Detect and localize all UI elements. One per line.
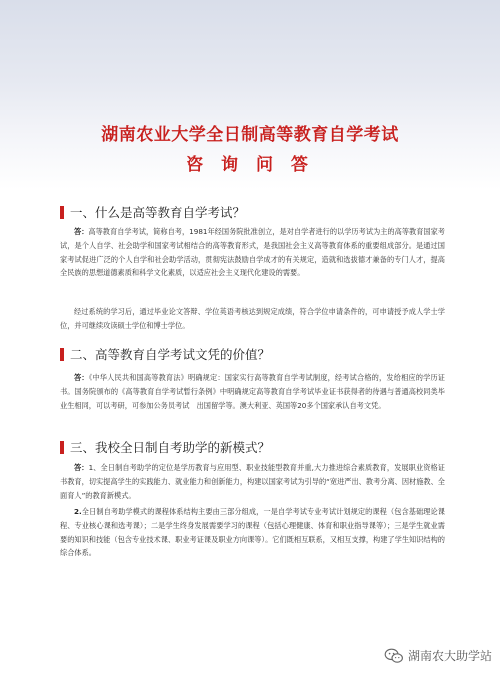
paragraph-text: 1、全日制自考助学的定位是学历教育与应用型、职业技能型教育并重,大力推进综合素质教育，发展职业资格证书教育，切实提高学生的实践能力、就业能力和创新能力，构建以国家考试为引导的“宽进严出、教考分离、因材施教、全面育人”的教育新模式。	[60, 463, 445, 500]
item-lead: 2.	[74, 507, 82, 516]
section-heading-text: 三、我校全日制自考助学的新模式？	[70, 440, 271, 455]
section-heading-2	[60, 346, 270, 362]
heading-marker	[60, 206, 64, 219]
section-heading-1	[60, 204, 245, 220]
answer-lead: 答：	[74, 463, 89, 472]
account-watermark	[384, 647, 492, 664]
document-title: 湖南农业大学全日制高等教育自学考试	[101, 125, 399, 145]
document-subtitle: 咨 询 问 答	[186, 155, 314, 175]
section-1-paragraph-1	[60, 225, 445, 280]
answer-lead: 答：	[74, 373, 89, 382]
section-heading-3	[60, 439, 270, 455]
paragraph-text: 《中华人民共和国高等教育法》明确规定：国家实行高等教育自学考试制度，经考试合格的，发给相应的学历证书。国务院颁布的《高等教育自学考试暂行条例》中明确规定高等教育自学考试毕业证书获得者的待遇与普通高校同类毕业生相同，可以考研，可参加公务员考试 出国留学等。澳大利亚、英国等20多个国家承认自考文凭。	[60, 373, 445, 410]
section-3-paragraph-2	[60, 505, 445, 560]
section-1-paragraph-2	[60, 305, 445, 333]
wechat-icon	[384, 648, 404, 664]
paragraph-text: 经过系统的学习后，通过毕业论文答辩、学位英语考核达到规定成绩，符合学位申请条件的，可申请授予成人学士学位，并可继续攻读硕士学位和博士学位。	[60, 307, 445, 330]
heading-marker	[60, 441, 64, 454]
paragraph-text: 高等教育自学考试，简称自考，1981年经国务院批准创立，是对自学者进行的以学历考试为主的高等教育国家考试，是个人自学、社会助学和国家考试相结合的高等教育形式，是我国社会主义高等教育体系的重要组成部分。是通过国家考试促进广泛的个人自学和社会助学活动，贯彻宪法鼓励自学成才的有关规定，造就和选拔德才兼备的专门人才，提高全民族的思想道德素质和科学文化素质，以适应社会主义现代化建设的需要。	[60, 227, 445, 278]
section-heading-text: 二、高等教育自学考试文凭的价值？	[70, 347, 271, 362]
watermark-text: 湖南农大助学站	[407, 649, 492, 663]
section-3-paragraph-1	[60, 461, 445, 502]
paragraph-text: 全日制自考助学模式的课程体系结构主要由三部分组成，一是自学考试专业考试计划规定的课程（包含基础理论课程、专业核心课和选考课）；二是学生终身发展需要学习的课程（包括心理健康、体育和职业指导课等）；三是学生就业需要的知识和技能（包含专业技术课、职业考证课及职业方向课等）。它们既相互联系，又相互支撑，构建了学生知识结构的综合体系。	[60, 507, 445, 558]
section-2-paragraph-1	[60, 371, 445, 412]
section-heading-text: 一、什么是高等教育自学考试？	[70, 205, 246, 220]
heading-marker	[60, 348, 64, 361]
answer-lead: 答：	[74, 227, 89, 236]
